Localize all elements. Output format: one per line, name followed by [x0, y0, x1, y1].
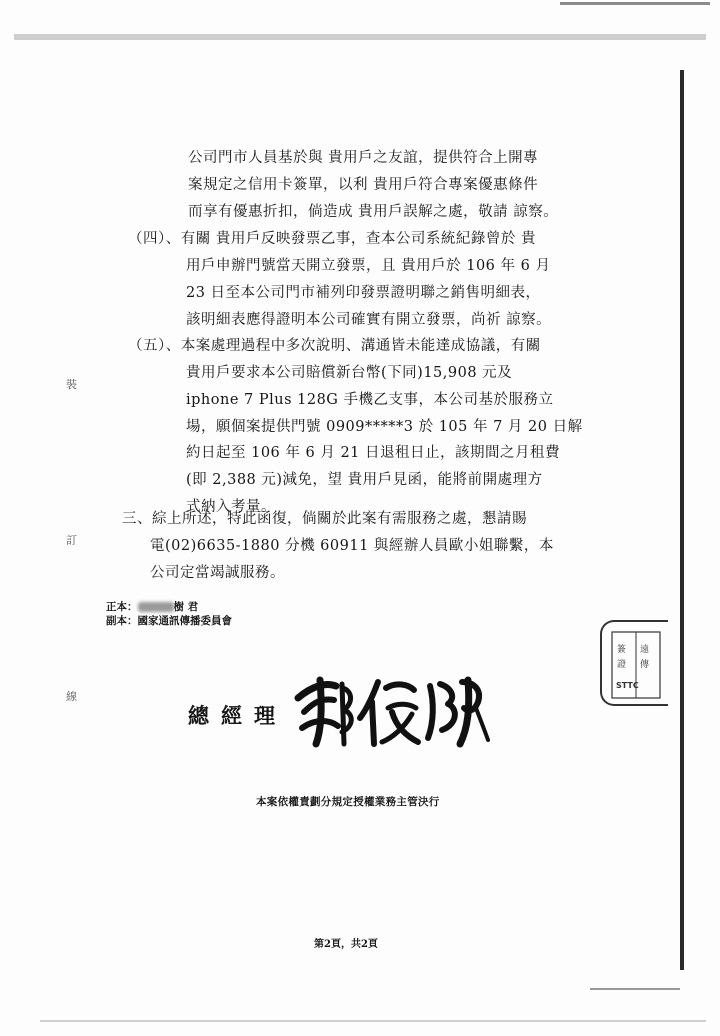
paragraph-continuation — [188, 145, 558, 225]
body-line: 公司門市人員基於與 貴用戶之友誼，提供符合上開專 — [188, 150, 539, 166]
svg-text:鄭俊卿: 鄭俊卿 — [292, 668, 295, 669]
page-edge-shadow — [680, 70, 684, 970]
binding-mark-zhuang: 裝 — [66, 378, 77, 391]
recipient-main-name: 樹 君 — [173, 601, 199, 613]
item-three-first-line — [122, 506, 527, 533]
delegation-note: 本案依權責劃分規定授權業務主管決行 — [256, 796, 440, 808]
company-seal — [600, 620, 668, 706]
svg-text:STTC: STTC — [616, 681, 639, 690]
signature-title: 總經理 — [188, 703, 287, 728]
item-four-body — [186, 253, 551, 333]
body-line: (即 2,388 元)減免，望 貴用戶見函，能將前開處理方 — [186, 472, 543, 489]
body-line: 三、綜上所述，特此函復，倘關於此案有需服務之處，懇請賜 — [122, 511, 527, 527]
svg-text:遠: 遠 — [640, 645, 650, 655]
body-line: （四）、有關 貴用戶反映發票乙事，查本公司系統紀錄曾於 貴 — [128, 231, 536, 247]
scan-bottom-mark — [590, 988, 680, 990]
recipient-copy-name: 國家通訊傳播委員會 — [137, 615, 232, 627]
body-line: 電(02)6635-1880 分機 60911 與經辦人員歐小姐聯繫，本 — [150, 538, 554, 554]
item-five-body — [186, 360, 583, 521]
item-five-first-line — [128, 333, 541, 360]
body-line: 用戶申辦門號當天開立發票，且 貴用戶於 106 年 6 月 — [186, 258, 551, 274]
binding-mark-ding: 訂 — [66, 534, 77, 547]
handwritten-signature — [292, 668, 492, 750]
body-line: iphone 7 Plus 128G 手機乙支事，本公司基於服務立 — [186, 391, 554, 408]
svg-text:簽: 簽 — [617, 645, 627, 655]
body-line: 公司定當竭誠服務。 — [150, 564, 285, 581]
body-line: 該明細表應得證明本公司確實有開立發票，尚祈 諒察。 — [186, 311, 552, 328]
svg-text:傳: 傳 — [640, 660, 650, 670]
recipient-copy — [106, 614, 232, 628]
body-line: （五）、本案處理過程中多次說明、溝通皆未能達成協議，有關 — [128, 338, 541, 354]
recipient-main — [106, 600, 198, 614]
body-line: 而享有優惠折扣，倘造成 貴用戶誤解之處，敬請 諒察。 — [188, 203, 559, 220]
scan-top-bar — [14, 34, 706, 40]
scan-bottom-line — [40, 1020, 706, 1022]
body-line: 案規定之信用卡簽單，以利 貴用戶符合專案優惠條件 — [188, 176, 539, 193]
item-four-first-line — [128, 226, 536, 253]
recipient-main-label: 正本： — [106, 601, 138, 613]
page-number: 第2頁，共2頁 — [314, 939, 378, 950]
svg-text:證: 證 — [617, 660, 627, 670]
recipient-copy-label: 副本： — [106, 615, 138, 627]
body-line: 貴用戶要求本公司賠償新台幣(下同)15,908 元及 — [186, 365, 513, 381]
scan-top-line — [560, 2, 710, 5]
binding-mark-xian: 線 — [66, 690, 77, 703]
body-line: 23 日至本公司門市補列印發票證明聯之銷售明細表， — [186, 284, 541, 301]
body-line: 式納入考量。 — [186, 498, 276, 515]
redacted-name-blur — [138, 602, 174, 612]
body-line: 場，願個案提供門號 0909*****3 於 105 年 7 月 20 日解 — [186, 418, 583, 435]
body-line: 約日起至 106 年 6 月 21 日退租日止，該期間之月租費 — [186, 445, 561, 462]
item-three-body — [150, 533, 554, 587]
